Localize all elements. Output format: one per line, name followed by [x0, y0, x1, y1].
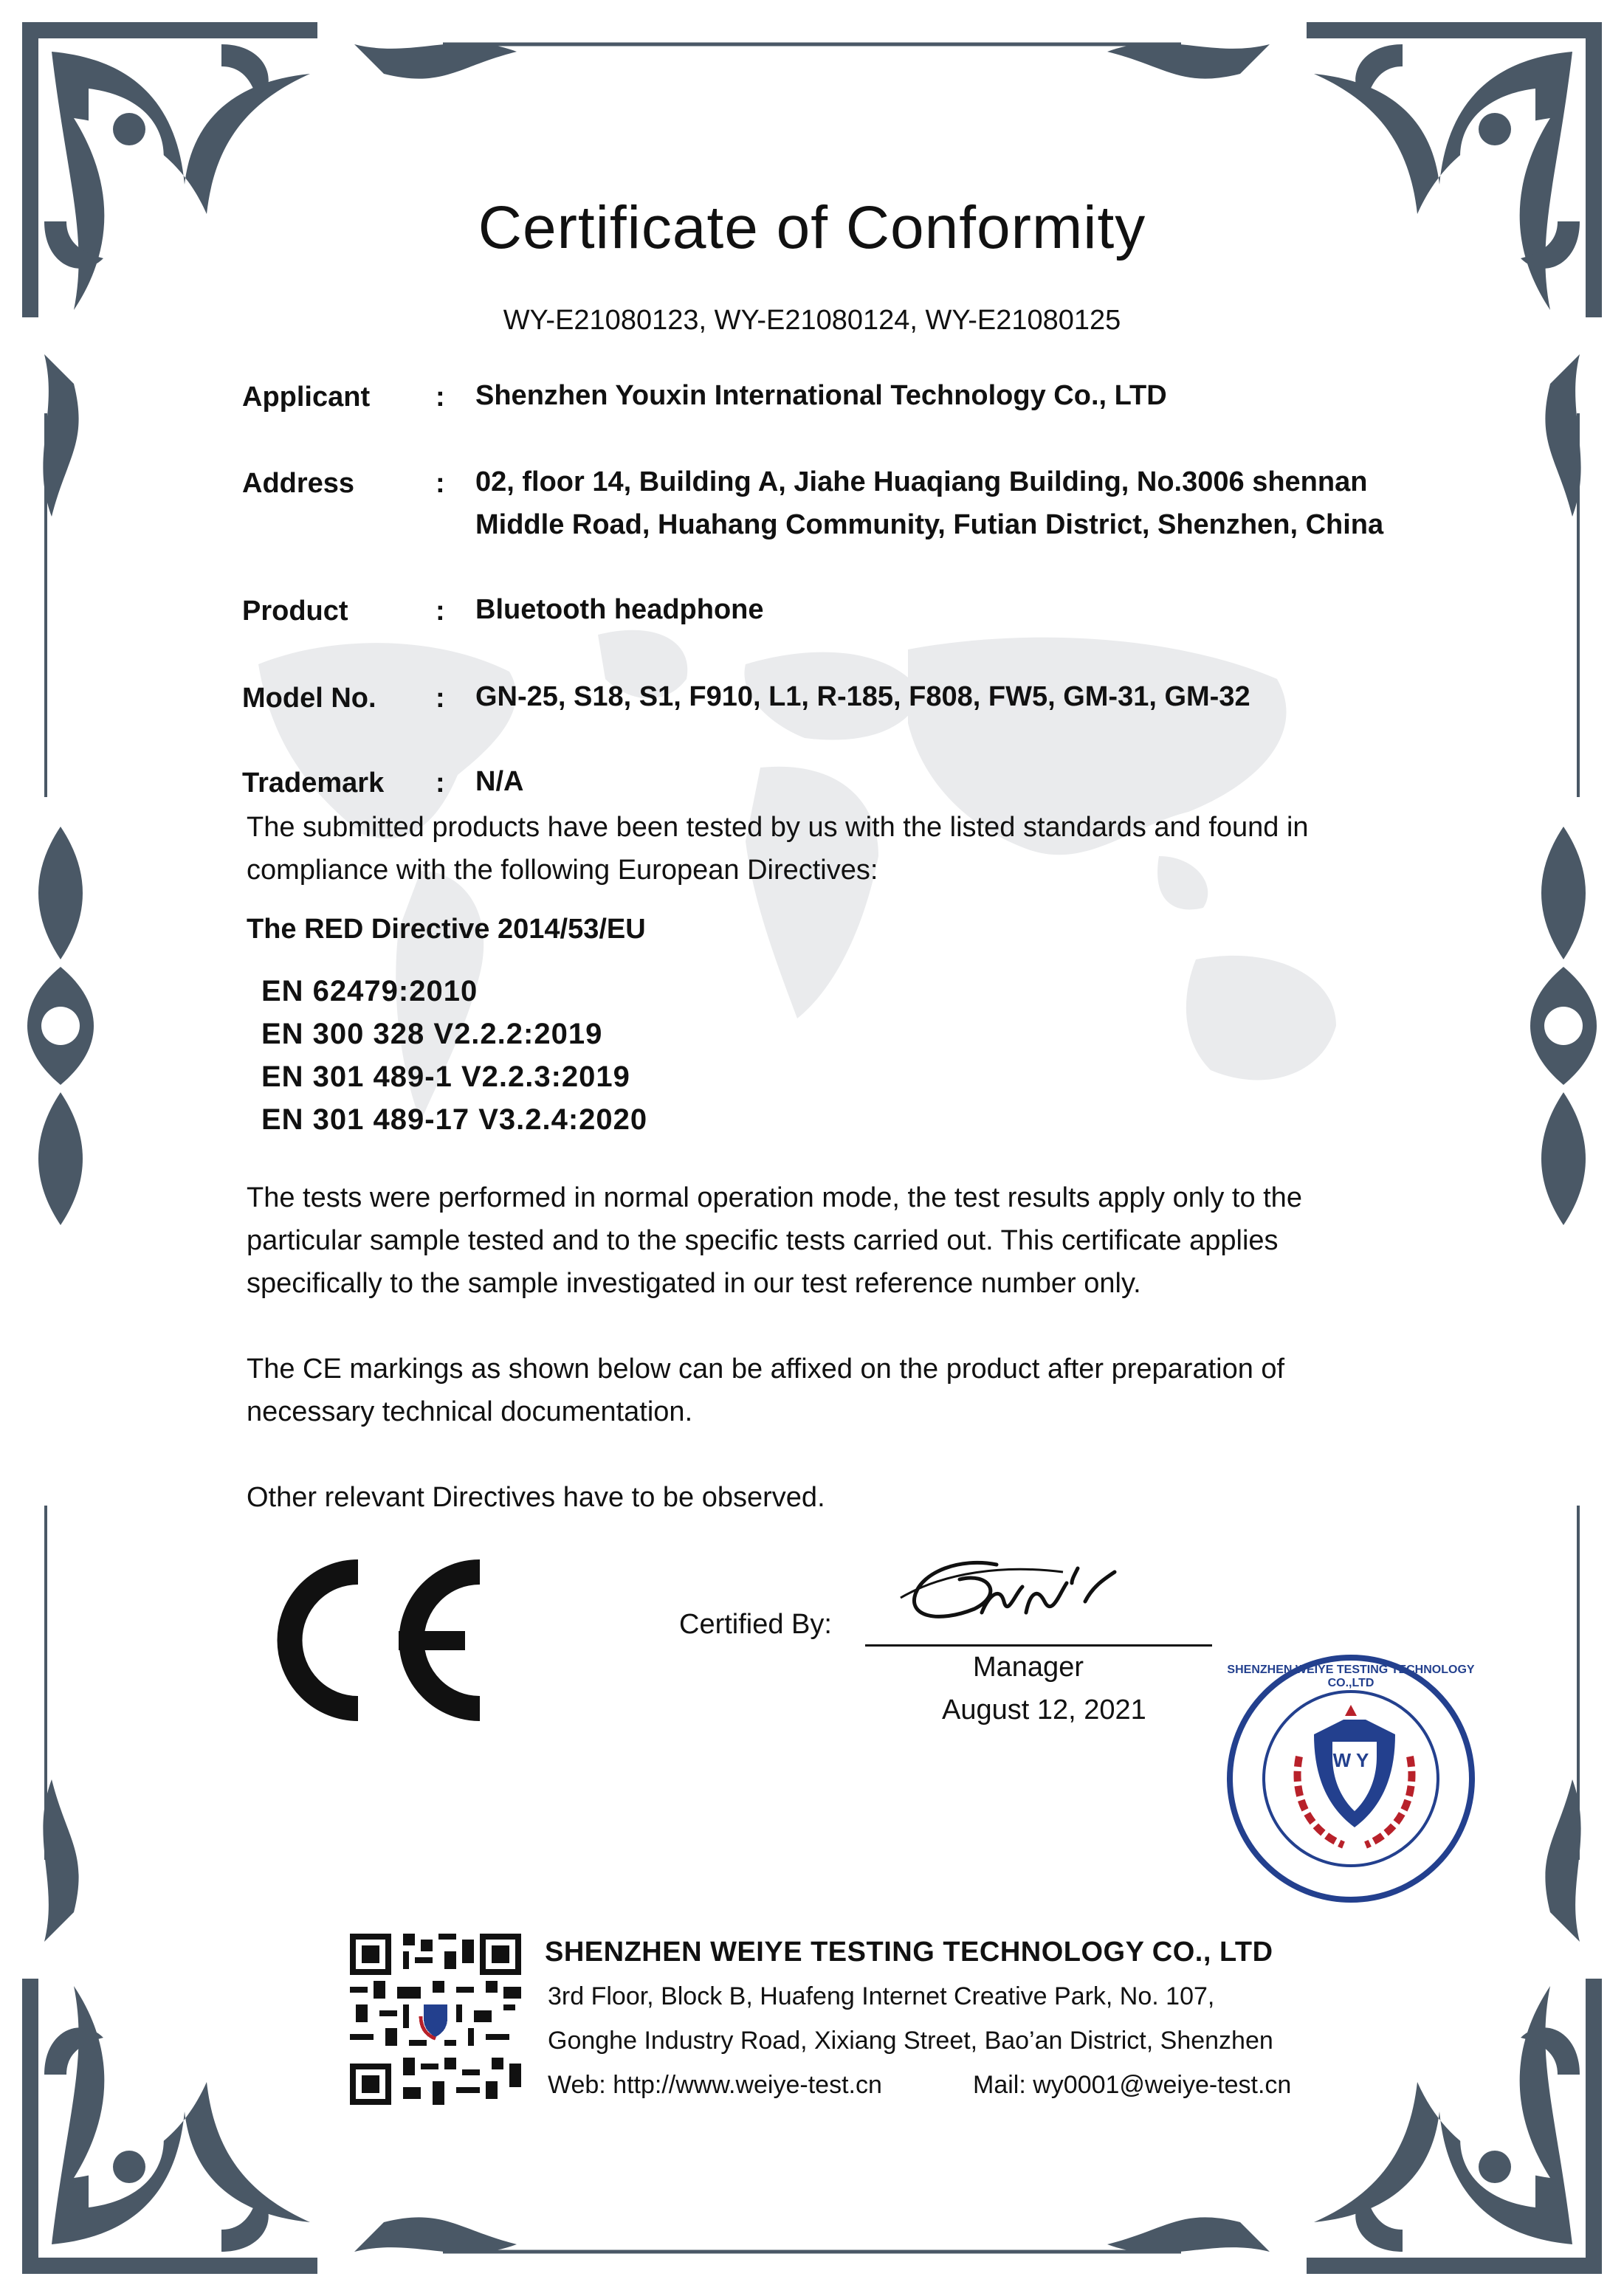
address-value-line2: Middle Road, Huahang Community, Futian District, Shenzhen, China [475, 509, 1384, 540]
tests-line2: particular sample tested and to the specific tests carried out. This certificate applies [247, 1225, 1279, 1256]
model-colon: : [436, 683, 445, 714]
certificate-title: Certificate of Conformity [478, 194, 1146, 261]
model-value: GN-25, S18, S1, F910, L1, R-185, F808, FW5, GM-31, GM-32 [475, 681, 1250, 712]
address-colon: : [436, 468, 445, 499]
signature [871, 1542, 1196, 1653]
footer-mail: Mail: wy0001@weiye-test.cn [973, 2071, 1292, 2099]
seal-shield-letters: W Y [1332, 1749, 1369, 1771]
ce-paragraph-line2: necessary technical documentation. [247, 1396, 693, 1427]
product-value: Bluetooth headphone [475, 594, 764, 625]
tests-line3: specifically to the sample investigated in our test reference number only. [247, 1268, 1141, 1299]
qr-code [350, 1934, 521, 2105]
certification-date: August 12, 2021 [942, 1695, 1146, 1726]
footer-address-line1: 3rd Floor, Block B, Huafeng Internet Creative Park, No. 107, [548, 1982, 1215, 2010]
reference-numbers: WY-E21080123, WY-E21080124, WY-E21080125 [503, 305, 1121, 336]
signature-line [865, 1644, 1212, 1647]
product-label: Product [242, 596, 348, 627]
address-label: Address [242, 468, 355, 499]
tests-line1: The tests were performed in normal operation mode, the test results apply only to the [247, 1182, 1302, 1213]
directive-name: The RED Directive 2014/53/EU [247, 914, 646, 945]
ce-paragraph-line1: The CE markings as shown below can be affixed on the product after preparation of [247, 1354, 1285, 1385]
company-seal [1225, 1653, 1476, 1904]
applicant-value: Shenzhen Youxin International Technology Co., LTD [475, 380, 1167, 411]
standard-item: EN 62479:2010 [261, 975, 478, 1007]
model-label: Model No. [242, 683, 376, 714]
address-value-line1: 02, floor 14, Building A, Jiahe Huaqiang Building, No.3006 shennan [475, 466, 1368, 497]
ce-mark-icon [258, 1557, 487, 1723]
standard-item: EN 301 489-1 V2.2.3:2019 [261, 1061, 630, 1093]
other-directives: Other relevant Directives have to be observed. [247, 1482, 825, 1513]
certified-by-label: Certified By: [679, 1609, 832, 1640]
signer-role: Manager [973, 1652, 1084, 1683]
applicant-label: Applicant [242, 382, 371, 413]
applicant-colon: : [436, 382, 445, 413]
trademark-colon: : [436, 768, 445, 799]
footer-web: Web: http://www.weiye-test.cn [548, 2071, 882, 2099]
statement-line2: compliance with the following European Directives: [247, 855, 878, 886]
footer-address-line2: Gonghe Industry Road, Xixiang Street, Bao’an District, Shenzhen [548, 2027, 1273, 2055]
product-colon: : [436, 596, 445, 627]
trademark-value: N/A [475, 766, 524, 797]
standard-item: EN 301 489-17 V3.2.4:2020 [261, 1103, 648, 1136]
trademark-label: Trademark [242, 768, 385, 799]
seal-ring-text: SHENZHEN WEIYE TESTING TECHNOLOGY CO.,LTD [1227, 1664, 1475, 1689]
statement-line1: The submitted products have been tested by us with the listed standards and found in [247, 812, 1309, 843]
standard-item: EN 300 328 V2.2.2:2019 [261, 1018, 603, 1050]
footer-company-name: SHENZHEN WEIYE TESTING TECHNOLOGY CO., LTD [545, 1937, 1273, 1968]
